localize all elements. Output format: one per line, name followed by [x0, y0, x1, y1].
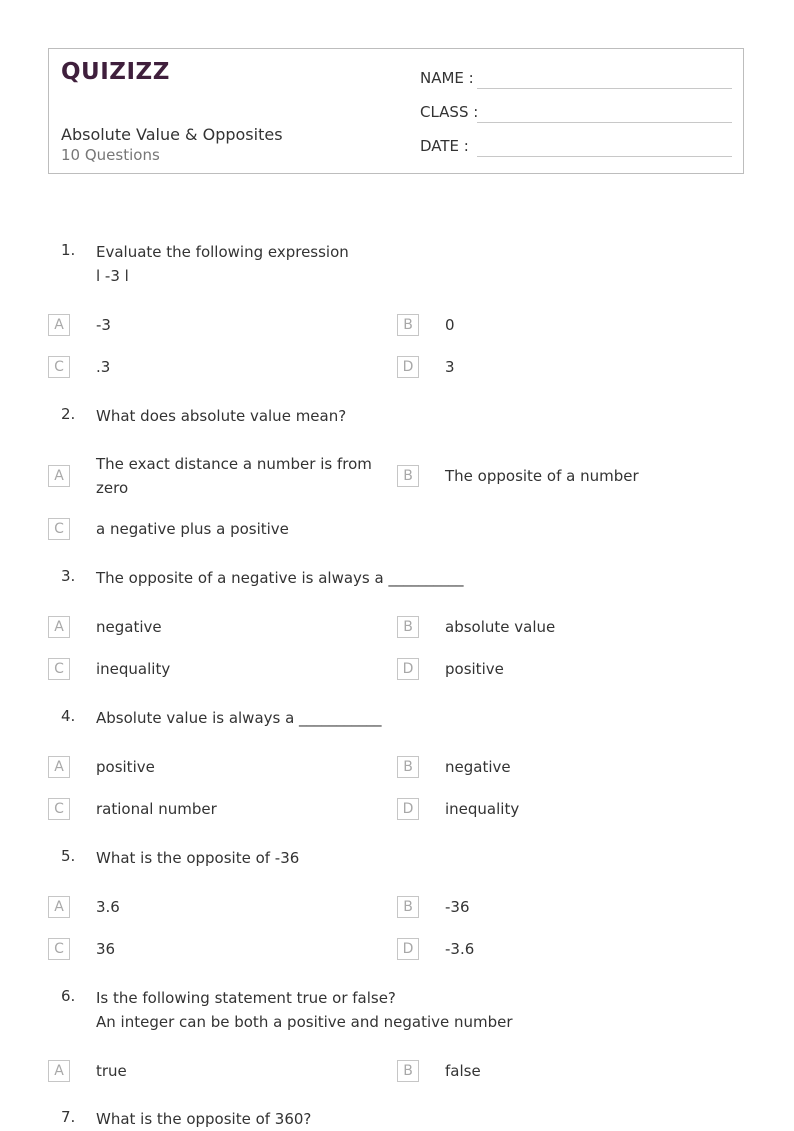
option-c-box[interactable]: C — [48, 938, 70, 960]
option-a-box[interactable]: A — [48, 756, 70, 778]
option-c-text: 36 — [96, 940, 116, 958]
date-field[interactable] — [420, 137, 476, 155]
quizizz-logo: QUIZIZZ — [61, 59, 170, 85]
option-b-box[interactable]: B — [397, 756, 419, 778]
option-a-text: 3.6 — [96, 898, 120, 916]
option-a-text: positive — [96, 758, 155, 776]
worksheet-header — [48, 48, 744, 174]
name-label: NAME : — [420, 69, 474, 87]
option-a-text: negative — [96, 618, 162, 636]
option-c-box[interactable]: C — [48, 658, 70, 680]
question-text — [96, 1107, 736, 1131]
question-line: An integer can be both a positive and negative number — [96, 1013, 513, 1031]
question-text — [96, 986, 736, 1034]
question-text — [96, 404, 736, 428]
question-line: What is the opposite of -36 — [96, 849, 300, 867]
question-number: 3. — [61, 567, 76, 585]
option-b-box[interactable]: B — [397, 465, 419, 487]
name-line[interactable] — [477, 88, 732, 89]
option-a-text: -3 — [96, 316, 111, 334]
option-a-text: true — [96, 1062, 127, 1080]
option-c-box[interactable]: C — [48, 356, 70, 378]
option-c-box[interactable]: C — [48, 518, 70, 540]
option-b-box[interactable]: B — [397, 314, 419, 336]
option-a-box[interactable]: A — [48, 1060, 70, 1082]
question-line: l -3 l — [96, 267, 129, 285]
option-d-box[interactable]: D — [397, 356, 419, 378]
option-d-box[interactable]: D — [397, 658, 419, 680]
option-d-box[interactable]: D — [397, 938, 419, 960]
question-text — [96, 846, 736, 870]
option-d-text: 3 — [445, 358, 455, 376]
worksheet-title: Absolute Value & Opposites — [61, 125, 283, 144]
question-text — [96, 566, 736, 590]
option-d-text: inequality — [445, 800, 520, 818]
option-b-text: false — [445, 1062, 481, 1080]
option-b-box[interactable]: B — [397, 616, 419, 638]
option-b-text: absolute value — [445, 618, 556, 636]
option-c-text: inequality — [96, 660, 171, 678]
question-text — [96, 706, 736, 730]
option-b-text: 0 — [445, 316, 455, 334]
question-number: 6. — [61, 987, 76, 1005]
question-count: 10 Questions — [61, 146, 160, 164]
class-label: CLASS : — [420, 103, 479, 121]
name-field[interactable] — [420, 69, 476, 87]
option-a-box[interactable]: A — [48, 465, 70, 487]
option-b-text: negative — [445, 758, 511, 776]
class-field[interactable] — [420, 103, 479, 121]
option-c-text: a negative plus a positive — [96, 520, 289, 538]
option-b-text: The opposite of a number — [445, 467, 639, 485]
question-number: 1. — [61, 241, 76, 259]
question-number: 5. — [61, 847, 76, 865]
date-line[interactable] — [477, 156, 732, 157]
option-a-box[interactable]: A — [48, 314, 70, 336]
question-number: 4. — [61, 707, 76, 725]
option-c-text: rational number — [96, 800, 217, 818]
question-line: Absolute value is always a ___________ — [96, 709, 382, 727]
question-line: The opposite of a negative is always a __________ — [96, 569, 464, 587]
option-b-text: -36 — [445, 898, 470, 916]
question-number: 2. — [61, 405, 76, 423]
option-b-box[interactable]: B — [397, 896, 419, 918]
option-c-text: .3 — [96, 358, 111, 376]
option-d-text: positive — [445, 660, 504, 678]
option-d-text: -3.6 — [445, 940, 475, 958]
option-c-box[interactable]: C — [48, 798, 70, 820]
question-line: What does absolute value mean? — [96, 407, 347, 425]
question-text — [96, 240, 736, 288]
question-number: 7. — [61, 1108, 76, 1126]
question-line: Is the following statement true or false? — [96, 989, 396, 1007]
option-a-box[interactable]: A — [48, 896, 70, 918]
class-line[interactable] — [477, 122, 732, 123]
option-b-box[interactable]: B — [397, 1060, 419, 1082]
option-a-text: The exact distance a number is from zero — [96, 455, 372, 497]
option-a-box[interactable]: A — [48, 616, 70, 638]
question-line: Evaluate the following expression — [96, 243, 349, 261]
option-d-box[interactable]: D — [397, 798, 419, 820]
question-line: What is the opposite of 360? — [96, 1110, 312, 1128]
date-label: DATE : — [420, 137, 469, 155]
